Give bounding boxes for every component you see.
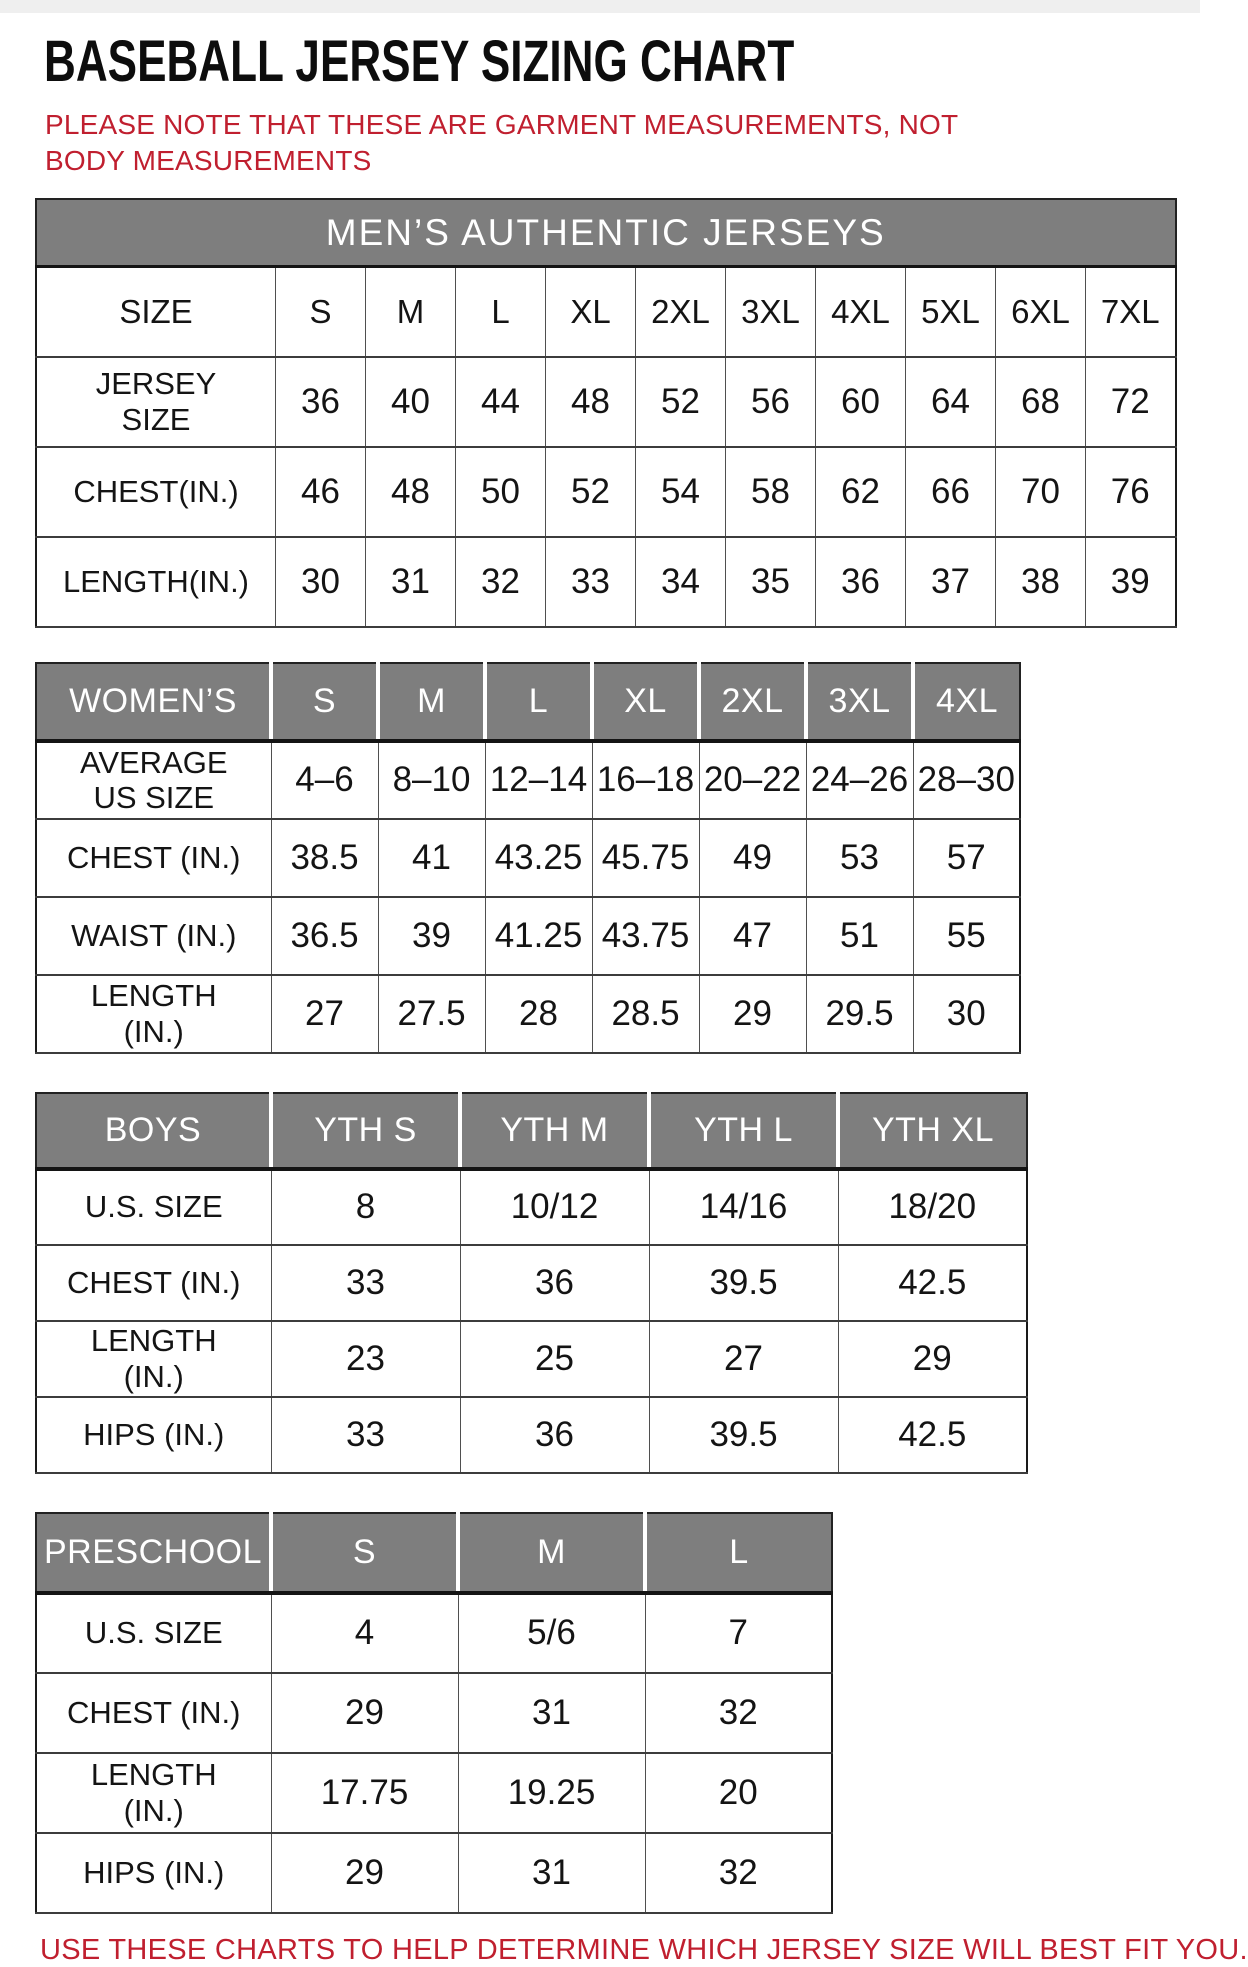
size-value-cell: 39.5 <box>649 1397 838 1473</box>
size-value-cell: 54 <box>636 447 726 537</box>
size-value-cell: 41.25 <box>485 897 592 975</box>
table-row <box>36 741 1020 819</box>
row-label: AVERAGE US SIZE <box>36 741 271 819</box>
size-value-cell: 29.5 <box>806 975 913 1053</box>
size-value-cell: 29 <box>699 975 806 1053</box>
size-value-cell: 36 <box>460 1245 649 1321</box>
size-value-cell: 29 <box>271 1673 458 1753</box>
size-value-cell: 14/16 <box>649 1169 838 1245</box>
size-value-cell: 38.5 <box>271 819 378 897</box>
size-value-cell: 31 <box>366 537 456 627</box>
column-header: XL <box>546 267 636 357</box>
header-row <box>36 267 1176 357</box>
size-value-cell: 52 <box>636 357 726 447</box>
size-value-cell: 29 <box>838 1321 1027 1397</box>
size-value-cell: 38 <box>996 537 1086 627</box>
table-row <box>36 897 1020 975</box>
size-value-cell: 44 <box>456 357 546 447</box>
column-header: L <box>645 1513 832 1593</box>
table-row <box>36 447 1176 537</box>
column-header: S <box>271 663 378 741</box>
size-value-cell: 24–26 <box>806 741 913 819</box>
column-header: YTH L <box>649 1093 838 1169</box>
size-value-cell: 37 <box>906 537 996 627</box>
size-value-cell: 8–10 <box>378 741 485 819</box>
size-value-cell: 60 <box>816 357 906 447</box>
table-corner-label: BOYS <box>36 1093 271 1169</box>
column-header: YTH S <box>271 1093 460 1169</box>
size-value-cell: 12–14 <box>485 741 592 819</box>
size-value-cell: 35 <box>726 537 816 627</box>
size-value-cell: 48 <box>366 447 456 537</box>
size-value-cell: 55 <box>913 897 1020 975</box>
boys-size-table <box>35 1092 1028 1474</box>
womens-size-table <box>35 662 1021 1054</box>
row-label: HIPS (IN.) <box>36 1833 271 1913</box>
size-value-cell: 64 <box>906 357 996 447</box>
size-value-cell: 10/12 <box>460 1169 649 1245</box>
size-value-cell: 28 <box>485 975 592 1053</box>
size-value-cell: 32 <box>645 1673 832 1753</box>
table-row <box>36 537 1176 627</box>
row-label: CHEST (IN.) <box>36 1673 271 1753</box>
size-value-cell: 23 <box>271 1321 460 1397</box>
footer-note: USE THESE CHARTS TO HELP DETERMINE WHICH JERSEY SIZE WILL BEST FIT YOU. <box>40 1933 1248 1966</box>
column-header: 2XL <box>699 663 806 741</box>
column-header: 6XL <box>996 267 1086 357</box>
mens-authentic-jerseys-table <box>35 198 1177 628</box>
size-value-cell: 42.5 <box>838 1245 1027 1321</box>
garment-measurement-note: PLEASE NOTE THAT THESE ARE GARMENT MEASUREMENTS, NOT BODY MEASUREMENTS <box>45 109 958 177</box>
size-value-cell: 5/6 <box>458 1593 645 1673</box>
size-value-cell: 70 <box>996 447 1086 537</box>
column-header: M <box>458 1513 645 1593</box>
table-corner-label: WOMEN’S <box>36 663 271 741</box>
size-value-cell: 16–18 <box>592 741 699 819</box>
column-header: S <box>271 1513 458 1593</box>
column-header: YTH M <box>460 1093 649 1169</box>
column-header: 3XL <box>726 267 816 357</box>
size-value-cell: 25 <box>460 1321 649 1397</box>
row-label: LENGTH (IN.) <box>36 975 271 1053</box>
size-value-cell: 57 <box>913 819 1020 897</box>
size-value-cell: 46 <box>276 447 366 537</box>
column-header: 2XL <box>636 267 726 357</box>
top-strip <box>0 0 1200 13</box>
size-value-cell: 4–6 <box>271 741 378 819</box>
size-value-cell: 18/20 <box>838 1169 1027 1245</box>
size-value-cell: 28–30 <box>913 741 1020 819</box>
table-row <box>36 1833 832 1913</box>
size-value-cell: 20–22 <box>699 741 806 819</box>
size-value-cell: 29 <box>271 1833 458 1913</box>
table-row <box>36 1753 832 1833</box>
row-label: LENGTH(IN.) <box>36 537 276 627</box>
size-value-cell: 58 <box>726 447 816 537</box>
size-value-cell: 17.75 <box>271 1753 458 1833</box>
column-header: XL <box>592 663 699 741</box>
column-header: L <box>485 663 592 741</box>
row-label: LENGTH (IN.) <box>36 1321 271 1397</box>
row-label: CHEST (IN.) <box>36 1245 271 1321</box>
column-header: 3XL <box>806 663 913 741</box>
size-value-cell: 52 <box>546 447 636 537</box>
size-value-cell: 56 <box>726 357 816 447</box>
size-value-cell: 32 <box>645 1833 832 1913</box>
size-value-cell: 50 <box>456 447 546 537</box>
table-row <box>36 1673 832 1753</box>
size-value-cell: 31 <box>458 1833 645 1913</box>
size-value-cell: 41 <box>378 819 485 897</box>
size-value-cell: 31 <box>458 1673 645 1753</box>
size-value-cell: 68 <box>996 357 1086 447</box>
header-row <box>36 663 1020 741</box>
size-value-cell: 66 <box>906 447 996 537</box>
size-value-cell: 72 <box>1086 357 1176 447</box>
size-value-cell: 39 <box>378 897 485 975</box>
size-value-cell: 20 <box>645 1753 832 1833</box>
size-value-cell: 36 <box>460 1397 649 1473</box>
size-value-cell: 62 <box>816 447 906 537</box>
row-label: LENGTH (IN.) <box>36 1753 271 1833</box>
size-value-cell: 45.75 <box>592 819 699 897</box>
size-value-cell: 28.5 <box>592 975 699 1053</box>
table-row <box>36 1593 832 1673</box>
size-value-cell: 43.25 <box>485 819 592 897</box>
row-label: CHEST(IN.) <box>36 447 276 537</box>
preschool-size-table <box>35 1512 833 1914</box>
table-row <box>36 1169 1027 1245</box>
header-row <box>36 1093 1027 1169</box>
table-row <box>36 1321 1027 1397</box>
size-value-cell: 36.5 <box>271 897 378 975</box>
size-value-cell: 33 <box>271 1397 460 1473</box>
size-value-cell: 51 <box>806 897 913 975</box>
table-row <box>36 1397 1027 1473</box>
size-value-cell: 34 <box>636 537 726 627</box>
size-value-cell: 8 <box>271 1169 460 1245</box>
size-value-cell: 33 <box>271 1245 460 1321</box>
column-header: 5XL <box>906 267 996 357</box>
column-header: M <box>366 267 456 357</box>
size-value-cell: 39 <box>1086 537 1176 627</box>
size-value-cell: 36 <box>276 357 366 447</box>
column-header: L <box>456 267 546 357</box>
row-label: CHEST (IN.) <box>36 819 271 897</box>
size-value-cell: 19.25 <box>458 1753 645 1833</box>
header-row <box>36 1513 832 1593</box>
size-value-cell: 76 <box>1086 447 1176 537</box>
table-corner-label: PRESCHOOL <box>36 1513 271 1593</box>
size-value-cell: 40 <box>366 357 456 447</box>
table-row <box>36 975 1020 1053</box>
size-value-cell: 48 <box>546 357 636 447</box>
size-value-cell: 43.75 <box>592 897 699 975</box>
column-header: 4XL <box>913 663 1020 741</box>
table-banner: MEN’S AUTHENTIC JERSEYS <box>36 199 1176 267</box>
size-value-cell: 27 <box>271 975 378 1053</box>
column-header: YTH XL <box>838 1093 1027 1169</box>
size-value-cell: 39.5 <box>649 1245 838 1321</box>
size-value-cell: 42.5 <box>838 1397 1027 1473</box>
size-value-cell: 27.5 <box>378 975 485 1053</box>
row-label: U.S. SIZE <box>36 1593 271 1673</box>
row-label: U.S. SIZE <box>36 1169 271 1245</box>
table-row <box>36 357 1176 447</box>
size-value-cell: 53 <box>806 819 913 897</box>
table-row <box>36 1245 1027 1321</box>
size-value-cell: 36 <box>816 537 906 627</box>
size-value-cell: 27 <box>649 1321 838 1397</box>
size-value-cell: 49 <box>699 819 806 897</box>
size-value-cell: 4 <box>271 1593 458 1673</box>
row-label: WAIST (IN.) <box>36 897 271 975</box>
column-header: 7XL <box>1086 267 1176 357</box>
size-value-cell: 30 <box>276 537 366 627</box>
size-value-cell: 30 <box>913 975 1020 1053</box>
size-value-cell: 47 <box>699 897 806 975</box>
row-label: JERSEY SIZE <box>36 357 276 447</box>
size-value-cell: 7 <box>645 1593 832 1673</box>
column-header: S <box>276 267 366 357</box>
table-row <box>36 819 1020 897</box>
size-value-cell: 32 <box>456 537 546 627</box>
column-header: M <box>378 663 485 741</box>
page-title: BASEBALL JERSEY SIZING CHART <box>44 29 795 94</box>
row-label: HIPS (IN.) <box>36 1397 271 1473</box>
table-corner-label: SIZE <box>36 267 276 357</box>
column-header: 4XL <box>816 267 906 357</box>
size-value-cell: 33 <box>546 537 636 627</box>
